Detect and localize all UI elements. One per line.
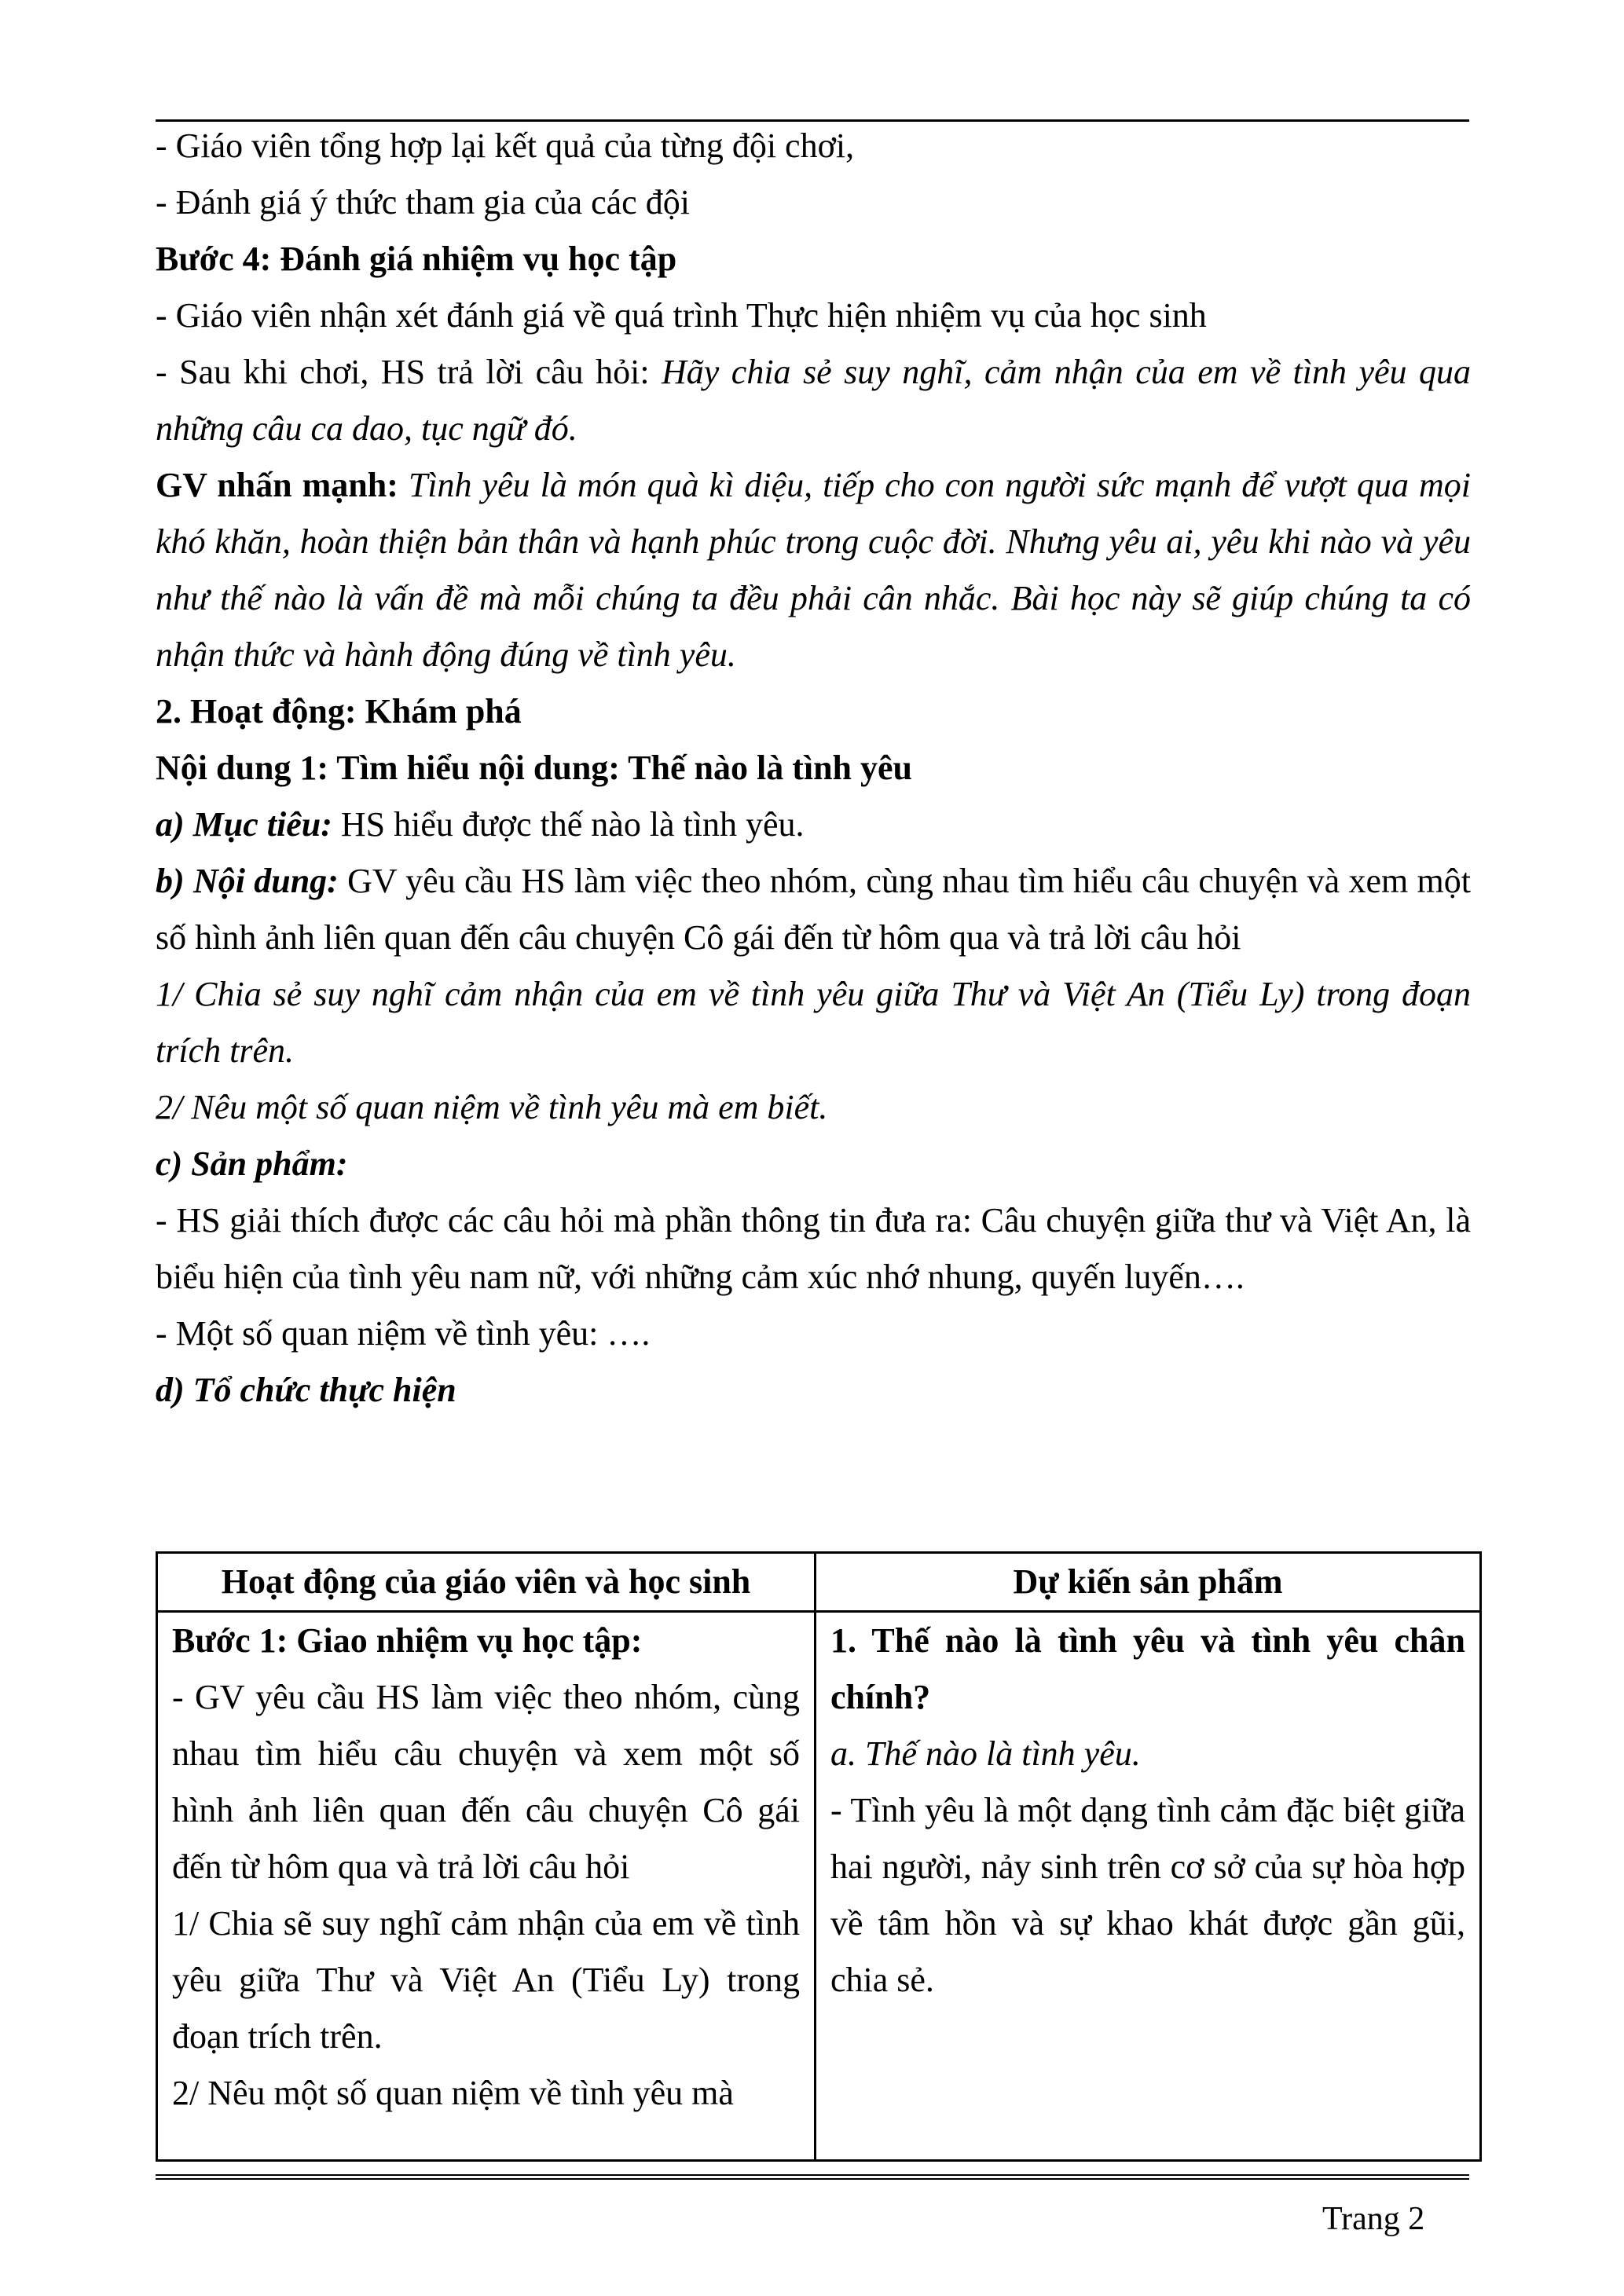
cell-paragraph: - GV yêu cầu HS làm việc theo nhóm, cùng nhau tìm hiểu câu chuyện và xem một số hình ảnh liên quan đến câu chuyện Cô gái đến từ hôm qua và trả lời câu hỏi: [172, 1678, 800, 1886]
label-text: b) Nội dung:: [156, 862, 339, 900]
paragraph: [156, 457, 1471, 683]
text-run: GV yêu cầu HS làm việc theo nhóm, cùng nhau tìm hiểu câu chuyện và xem một số hình ảnh liên quan đến câu chuyện Cô gái đến từ hôm qua và trả lời câu hỏi: [156, 862, 1472, 957]
label-text: GV nhấn mạnh:: [156, 466, 409, 504]
table-header-row: [157, 1553, 1481, 1612]
paragraph: [156, 344, 1471, 457]
table-cell-products: [816, 1612, 1481, 2161]
paragraph: - Một số quan niệm về tình yêu: ….: [156, 1314, 651, 1353]
table-header-cell: Dự kiến sản phẩm: [816, 1553, 1481, 1612]
paragraph: - Đánh giá ý thức tham gia của các đội: [156, 183, 690, 222]
paragraph: [156, 796, 1471, 853]
question-text: Hãy chia sẻ suy nghĩ, cảm nhận của em về tình yêu qua những câu ca dao, tục ngữ đó.: [156, 353, 1471, 448]
text-run: HS hiểu được thế nào là tình yêu.: [332, 805, 805, 844]
paragraph: - Giáo viên nhận xét đánh giá về quá trình Thực hiện nhiệm vụ của học sinh: [156, 296, 1207, 335]
text-run: - Sau khi chơi, HS trả lời câu hỏi:: [156, 353, 662, 391]
cell-paragraph: 2/ Nêu một số quan niệm về tình yêu mà: [172, 2074, 734, 2112]
emphasis-text: Tình yêu là món quà kì diệu, tiếp cho con người sức mạnh để vượt qua mọi khó khăn, hoàn thiện bản thân và hạnh phúc trong cuộc đời. Nhưng yêu ai, yêu khi nào và yêu như thế nào là vấn đề mà mỗi chúng ta đều phải cân nhắc. Bài học này sẽ giúp chúng ta có nhận thức và hành động đúng về tình yêu.: [156, 466, 1471, 674]
section-heading: d) Tổ chức thực hiện: [156, 1371, 456, 1409]
activity-table: [156, 1551, 1482, 2162]
paragraph: - Giáo viên tổng hợp lại kết quả của từng đội chơi,: [156, 126, 855, 165]
section-heading: Bước 4: Đánh giá nhiệm vụ học tập: [156, 240, 677, 278]
cell-subheading: a. Thế nào là tình yêu.: [830, 1734, 1141, 1773]
body-text: [156, 118, 1471, 1419]
page-number: Trang 2: [1322, 2201, 1425, 2237]
footer-rule: [156, 2174, 1469, 2176]
paragraph: - HS giải thích được các câu hỏi mà phần thông tin đưa ra: Câu chuyện giữa thư và Việt An, là biểu hiện của tình yêu nam nữ, với những cảm xúc nhớ nhung, quyến luyến….: [156, 1201, 1471, 1296]
table-header-cell: Hoạt động của giáo viên và học sinh: [157, 1553, 816, 1612]
cell-heading: Bước 1: Giao nhiệm vụ học tập:: [172, 1621, 643, 1660]
cell-heading: 1. Thế nào là tình yêu và tình yêu chân chính?: [830, 1621, 1465, 1716]
paragraph: [156, 853, 1471, 966]
section-heading: c) Sản phẩm:: [156, 1144, 348, 1183]
question-item: 1/ Chia sẻ suy nghĩ cảm nhận của em về tình yêu giữa Thư và Việt An (Tiểu Ly) trong đoạn trích trên.: [156, 975, 1471, 1070]
table-cell-activities: [157, 1612, 816, 2161]
cell-paragraph: 1/ Chia sẽ suy nghĩ cảm nhận của em về tình yêu giữa Thư và Việt An (Tiểu Ly) trong đoạn trích trên.: [172, 1904, 800, 2056]
section-heading: Nội dung 1: Tìm hiểu nội dung: Thế nào là tình yêu: [156, 749, 913, 787]
section-heading: 2. Hoạt động: Khám phá: [156, 692, 522, 731]
question-item: 2/ Nêu một số quan niệm về tình yêu mà em biết.: [156, 1088, 828, 1126]
footer-rule: [156, 2178, 1469, 2180]
table-row: [157, 1612, 1481, 2161]
cell-paragraph: - Tình yêu là một dạng tình cảm đặc biệt giữa hai người, nảy sinh trên cơ sở của sự hòa hợp về tâm hồn và sự khao khát được gần gũi, chia sẻ.: [830, 1791, 1465, 1999]
label-text: a) Mục tiêu:: [156, 805, 332, 844]
